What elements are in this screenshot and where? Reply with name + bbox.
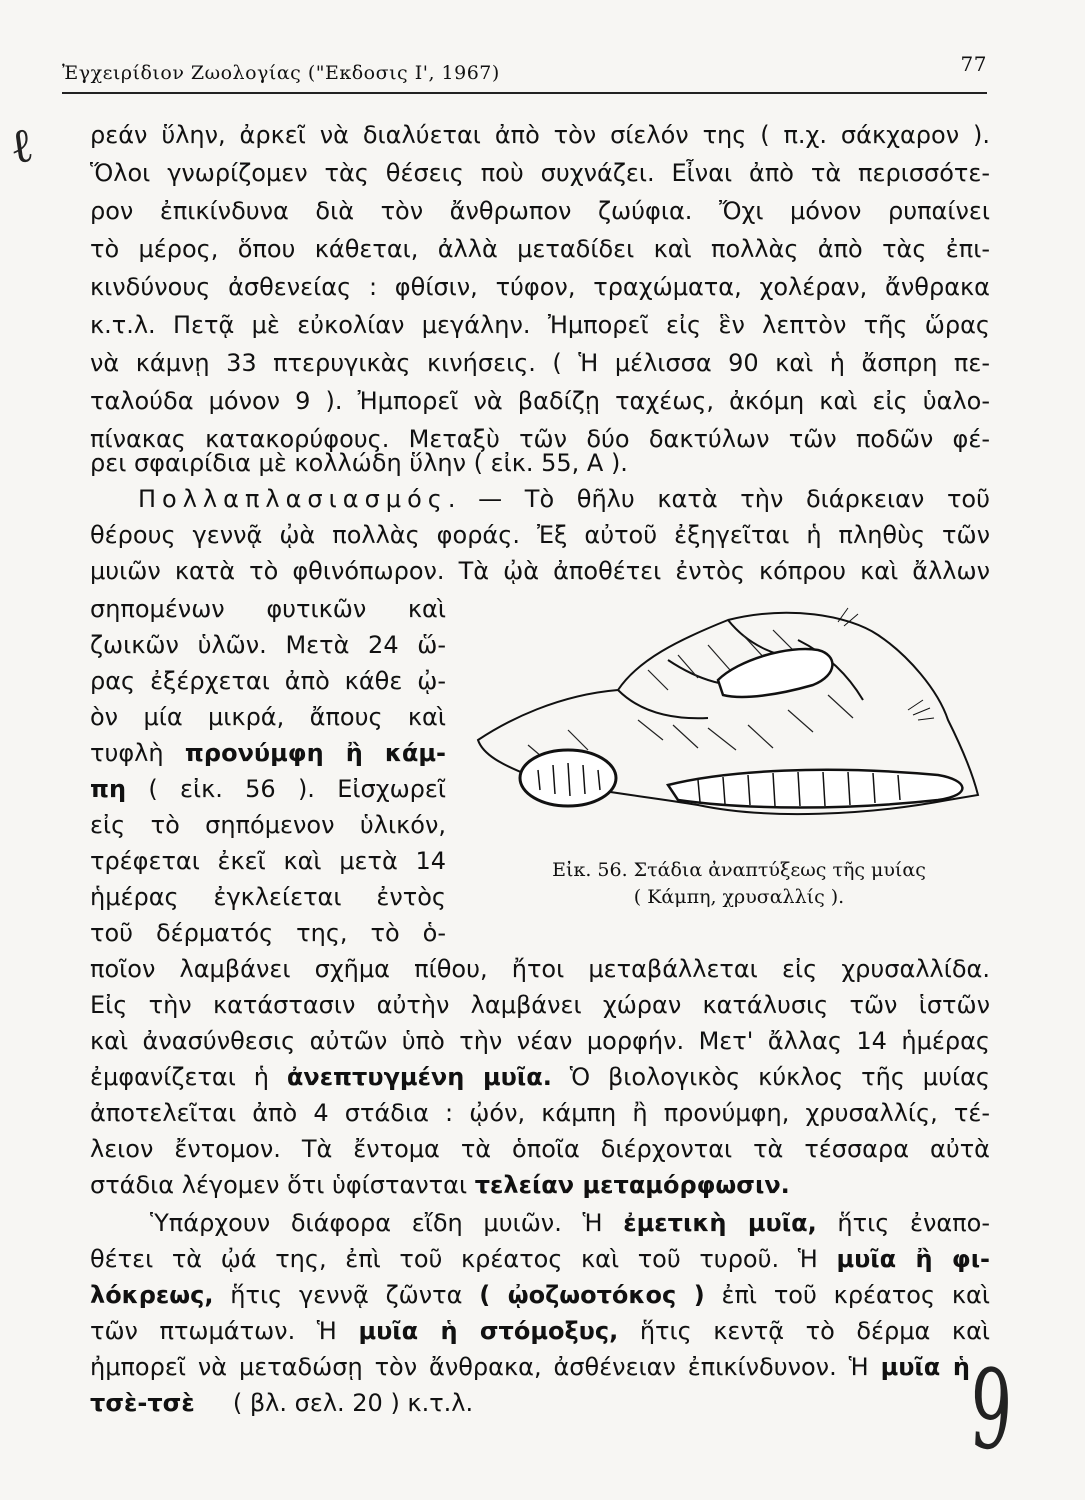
text-span: ἠμπορεῖ νὰ μεταδώσῃ τὸν ἄνθρακα, ἀσθένειαν ἐπικίνδυνον. Ἡ bbox=[90, 1353, 869, 1381]
page-number: 77 bbox=[960, 52, 987, 76]
bold-term: τσὲ-τσὲ bbox=[90, 1389, 195, 1417]
text-line: τρέφεται ἐκεῖ καὶ μετὰ 14 bbox=[90, 847, 446, 875]
running-header bbox=[62, 52, 987, 94]
text-line: ταλούδα μόνον 9 ). Ἠμπορεῖ νὰ βαδίζῃ ταχέως, ἀκόμη καὶ εἰς ὑαλο- bbox=[90, 387, 990, 415]
text-line: ρας ἐξέρχεται ἀπὸ κάθε ᾠ- bbox=[90, 667, 446, 695]
handwritten-margin-mark: ℓ bbox=[6, 116, 37, 176]
caption-line: ( Κάμπη, χρυσαλλίς ). bbox=[633, 886, 845, 908]
text-line bbox=[150, 1208, 990, 1238]
text-span: ἐμφανίζεται ἡ bbox=[90, 1063, 269, 1091]
section-dash: . — bbox=[447, 485, 503, 513]
text-span: ἐπὶ τοῦ κρέατος καὶ bbox=[721, 1281, 990, 1309]
text-line: μυιῶν κατὰ τὸ φθινόπωρον. Τὰ ᾠὰ ἀποθέτει ἐντὸς κόπρου καὶ ἄλλων bbox=[90, 557, 990, 585]
text-line: ποῖον λαμβάνει σχῆμα πίθου, ἤτοι μεταβάλλεται εἰς χρυσαλλίδα. bbox=[90, 955, 990, 983]
text-span: ἥτις κεντᾷ τὸ δέρμα καὶ bbox=[639, 1317, 991, 1345]
section-heading: Πολλαπλασιασμός bbox=[138, 485, 448, 513]
text-line bbox=[90, 738, 446, 768]
bold-term: μυῖα ἢ φι- bbox=[836, 1245, 991, 1273]
section-text: Τὸ θῆλυ κατὰ τὴν διάρκειαν τοῦ bbox=[524, 485, 990, 513]
text-span: Ὁ βιολογικὸς κύκλος τῆς μυίας bbox=[569, 1063, 990, 1091]
text-line bbox=[90, 1170, 990, 1200]
text-line: σηπομένων φυτικῶν καὶ bbox=[90, 595, 446, 623]
text-line: πίνακας κατακορύφους. Μεταξὺ τῶν δύο δακτύλων τῶν ποδῶν φέ- bbox=[90, 425, 990, 453]
text-line: ὸν μία μικρά, ἄπους καὶ bbox=[90, 703, 446, 731]
text-line: ζωικῶν ὑλῶν. Μετὰ 24 ὥ- bbox=[90, 631, 446, 659]
bold-term: πη bbox=[90, 775, 127, 803]
caption-line: Εἰκ. 56. Στάδια ἀναπτύξεως τῆς μυίας bbox=[552, 859, 926, 881]
bold-term: ( ᾠοζωοτόκος ) bbox=[479, 1281, 705, 1309]
text-line bbox=[90, 1316, 990, 1346]
figure-caption bbox=[504, 857, 974, 911]
header-title: Ἐγχειρίδιον Ζωολογίας ("Εκδοσις Ι', 1967) bbox=[62, 62, 500, 84]
text-line: θέρους γεννᾷ ᾠὰ πολλὰς φοράς. Ἐξ αὐτοῦ ἐξηγεῖται ἡ πληθὺς τῶν bbox=[90, 521, 990, 549]
text-line: τοῦ δέρματός της, τὸ ὁ- bbox=[90, 919, 446, 947]
text-span: ἥτις γεννᾷ ζῶντα bbox=[230, 1281, 463, 1309]
text-span: θέτει τὰ ᾠά της, ἐπὶ τοῦ κρέατος καὶ τοῦ τυροῦ. Ἡ bbox=[90, 1245, 818, 1273]
text-span: στάδια λέγομεν ὅτι ὑφίστανται bbox=[90, 1171, 468, 1199]
bold-term: ἐμετικὴ μυῖα, bbox=[623, 1209, 817, 1237]
text-line bbox=[90, 1244, 990, 1274]
text-span: Ὑπάρχουν διάφορα εἴδη μυιῶν. Ἡ bbox=[150, 1209, 603, 1237]
text-line bbox=[90, 1352, 970, 1382]
handwritten-page-number: 9 bbox=[967, 1343, 1015, 1477]
text-line: Ὅλοι γνωρίζομεν τὰς θέσεις ποὺ συχνάζει. Εἶναι ἀπὸ τὰ περισσότε- bbox=[90, 159, 990, 187]
bold-term: ἀνεπτυγμένη μυῖα. bbox=[286, 1063, 552, 1091]
text-line: νὰ κάμνῃ 33 πτερυγικὰς κινήσεις. ( Ἡ μέλισσα 90 καὶ ἡ ἄσπρη πε- bbox=[90, 349, 990, 377]
bold-term: προνύμφη ἢ κάμ- bbox=[184, 739, 446, 767]
bold-term: λόκρεως, bbox=[90, 1281, 214, 1309]
text-span: ἥτις ἐναπο- bbox=[837, 1209, 990, 1237]
text-line bbox=[90, 1388, 473, 1418]
text-line bbox=[90, 774, 446, 804]
text-span: τυφλὴ bbox=[90, 739, 164, 767]
text-line: εἰς τὸ σηπόμενον ὑλικόν, bbox=[90, 811, 446, 839]
text-line: ρεάν ὕλην, ἀρκεῖ νὰ διαλύεται ἀπὸ τὸν σίελόν της ( π.χ. σάκχαρον ). bbox=[90, 121, 990, 149]
bold-term: μυῖα ἡ στόμοξυς, bbox=[358, 1317, 619, 1345]
text-span: ( βλ. σελ. 20 ) κ.τ.λ. bbox=[232, 1389, 474, 1417]
section-first-line bbox=[138, 484, 990, 514]
larva-illustration bbox=[468, 600, 988, 845]
text-line bbox=[90, 1062, 990, 1092]
text-line: καὶ ἀνασύνθεσις αὐτῶν ὑπὸ τὴν νέαν μορφήν. Μετ' ἄλλας 14 ἡμέρας bbox=[90, 1027, 990, 1055]
text-line: τὸ μέρος, ὅπου κάθεται, ἀλλὰ μεταδίδει καὶ πολλὰς ἀπὸ τὰς ἐπι- bbox=[90, 235, 990, 263]
text-line: ἀποτελεῖται ἀπὸ 4 στάδια : ᾠόν, κάμπη ἢ προνύμφη, χρυσαλλίς, τέ- bbox=[90, 1099, 990, 1127]
bold-term: τελείαν μεταμόρφωσιν. bbox=[474, 1171, 790, 1199]
text-line: ρον ἐπικίνδυνα διὰ τὸν ἄνθρωπον ζωύφια. Ὄχι μόνον ρυπαίνει bbox=[90, 197, 990, 225]
text-line: κ.τ.λ. Πετᾷ μὲ εὐκολίαν μεγάλην. Ἠμπορεῖ εἰς ἓν λεπτὸν τῆς ὥρας bbox=[90, 311, 990, 339]
text-span: ( εἰκ. 56 ). Εἰσχωρεῖ bbox=[148, 775, 446, 803]
text-span: τῶν πτωμάτων. Ἡ bbox=[90, 1317, 337, 1345]
text-line: ἡμέρας ἐγκλείεται ἐντὸς bbox=[90, 883, 446, 911]
text-line: κινδύνους ἀσθενείας : φθίσιν, τύφον, τραχώματα, χολέραν, ἄνθρακα bbox=[90, 273, 990, 301]
text-line: λειον ἔντομον. Τὰ ἔντομα τὰ ὁποῖα διέρχονται τὰ τέσσαρα αὐτὰ bbox=[90, 1135, 990, 1163]
text-line bbox=[90, 1280, 990, 1310]
text-line: Εἰς τὴν κατάστασιν αὐτὴν λαμβάνει χώραν κατάλυσις τῶν ἱστῶν bbox=[90, 991, 990, 1019]
text-line: ρει σφαιρίδια μὲ κολλώδη ὕλην ( εἰκ. 55, Α ). bbox=[90, 449, 628, 477]
bold-term: μυῖα ἡ bbox=[880, 1353, 970, 1381]
